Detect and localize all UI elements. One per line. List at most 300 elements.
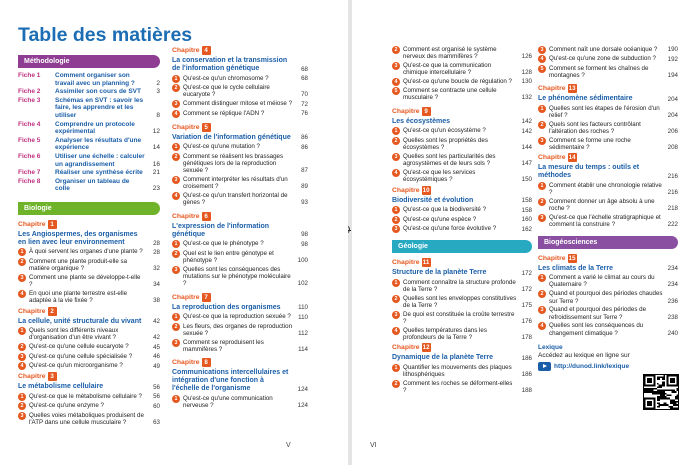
page-ref: 34 <box>153 281 160 289</box>
chapter-number-badge: 8 <box>202 358 211 367</box>
chapter-title: Dynamique de la planète Terre <box>392 354 494 362</box>
question-item-13-q1[interactable] <box>538 105 678 120</box>
fiche-item-7[interactable] <box>18 169 160 177</box>
question-item-9-q3[interactable] <box>392 153 532 168</box>
question-item-8-q3[interactable] <box>392 62 532 77</box>
fiche-label: Fiche 5 <box>18 136 41 144</box>
chapter-prefix: Chapitre <box>18 373 46 381</box>
page-ref: 206 <box>667 127 678 135</box>
chapter-1 <box>18 220 160 305</box>
chapter-8 <box>172 358 308 409</box>
page-ref: 93 <box>301 199 308 207</box>
question-text: Qu'est-ce qu'un écosystème ? <box>403 127 486 135</box>
question-item-1-q4[interactable] <box>18 290 160 305</box>
chapter-prefix: Chapitre <box>172 293 200 301</box>
fiche-item-5[interactable] <box>18 137 160 152</box>
question-text: Qu'est-ce que la biodiversité ? <box>403 206 487 214</box>
chapter-prefix: Chapitre <box>172 212 200 220</box>
page-ref: 100 <box>297 256 308 264</box>
question-item-4-q3[interactable] <box>172 100 308 108</box>
left-column-1 <box>18 24 193 427</box>
question-text: Quantifier les mouvements des plaques lithosphériques <box>403 363 512 379</box>
question-item-5-q4[interactable] <box>172 192 308 207</box>
question-item-3-q2[interactable] <box>18 402 160 410</box>
question-item-4-q4[interactable] <box>172 110 308 118</box>
question-number: 4 <box>392 169 400 177</box>
page-ref: 186 <box>521 355 532 363</box>
question-number: 2 <box>392 46 400 54</box>
chapter-title: La cellule, unité structurale du vivant <box>18 317 142 325</box>
chapter-label <box>392 107 532 116</box>
chapter-title-row[interactable] <box>18 317 160 326</box>
question-text: Quand et pourquoi des périodes de refroidissement sur Terre ? <box>549 306 647 321</box>
question-item-5-q3[interactable] <box>172 176 308 191</box>
question-number: 2 <box>538 121 546 129</box>
section-header-geology: Géologie <box>392 240 532 253</box>
question-item-10-q3[interactable] <box>392 225 532 233</box>
question-text: Qu'est-ce que le phénotype ? <box>183 240 264 248</box>
page-ref: 216 <box>667 173 678 181</box>
chapter-title-row[interactable] <box>538 94 678 103</box>
question-text: Qu'est-ce que le métabolisme cellulaire ? <box>29 392 142 400</box>
question-item-15-q2[interactable] <box>538 290 678 305</box>
chapter-label <box>538 84 678 93</box>
page-ref: 32 <box>153 265 160 273</box>
page-ref: 28 <box>153 239 160 247</box>
question-number: 2 <box>172 84 180 92</box>
chapter-label <box>538 153 678 162</box>
question-item-8-q4[interactable] <box>392 78 532 86</box>
page-ref: 128 <box>521 68 532 76</box>
chapter-title: Biodiversité et évolution <box>392 196 474 204</box>
chapter-number-badge: 10 <box>422 186 430 194</box>
question-item-12-q2[interactable] <box>392 380 532 395</box>
question-item-14-q3[interactable] <box>538 214 678 229</box>
question-text: Qu'est-ce qu'une enzyme ? <box>29 402 104 410</box>
question-item-1-q3[interactable] <box>18 274 160 289</box>
question-item-7-q3[interactable] <box>172 339 308 354</box>
chapter-title-row[interactable] <box>172 56 308 73</box>
question-number: 1 <box>18 327 26 335</box>
question-number: 2 <box>392 295 400 303</box>
page-ref: 234 <box>667 265 678 273</box>
lexique-box <box>538 344 678 371</box>
question-number: 3 <box>172 100 180 108</box>
page-ref: 28 <box>153 249 160 257</box>
question-number: 2 <box>172 323 180 331</box>
question-number: 2 <box>392 137 400 145</box>
page-ref: 175 <box>521 301 532 309</box>
chapter-title: Les Angiospermes, des organismes en lien avec leur environnement <box>18 230 138 246</box>
chapter-5 <box>172 123 308 207</box>
fiche-title: Comprendre un protocole expérimental <box>55 120 135 136</box>
page-ref: 190 <box>667 46 678 54</box>
question-number: 3 <box>18 412 26 420</box>
chapter-title-row[interactable] <box>172 133 308 142</box>
page-ref: 60 <box>153 402 160 410</box>
page-ref: 216 <box>667 189 678 197</box>
question-item-15-q1[interactable] <box>538 274 678 289</box>
chapter-7 <box>172 293 308 354</box>
question-item-2-q3[interactable] <box>18 353 160 361</box>
chapter-prefix: Chapitre <box>172 47 200 54</box>
chapter-prefix: Chapitre <box>172 359 200 367</box>
question-number: 2 <box>392 216 400 224</box>
question-text: Qu'est-ce qu'une boucle de régulation ? <box>403 77 513 85</box>
chapter-prefix: Chapitre <box>392 259 420 267</box>
chapter-4 <box>172 46 308 118</box>
question-number: 2 <box>18 343 26 351</box>
page-ref: 86 <box>301 143 308 151</box>
chapter-8-continued <box>392 44 532 102</box>
question-item-3-q3[interactable] <box>18 412 160 427</box>
page-ref: 102 <box>297 280 308 288</box>
chapter-6 <box>172 212 308 288</box>
page-ref: 124 <box>297 386 308 394</box>
question-item-10-q2[interactable] <box>392 216 532 224</box>
chapter-title: Le phénomène sédimentaire <box>538 95 633 103</box>
fiche-title: Utiliser une échelle : calculer un agrandissement <box>55 152 145 168</box>
chapter-title: Les écosystèmes <box>392 117 450 125</box>
fiche-label: Fiche 1 <box>18 72 41 79</box>
chapter-prefix: Chapitre <box>392 107 420 115</box>
page-ref: 42 <box>153 318 160 326</box>
fiche-label: Fiche 2 <box>18 88 41 96</box>
chapter-prefix: Chapitre <box>18 220 46 228</box>
page-ref: 87 <box>301 167 308 175</box>
question-item-9-q4[interactable] <box>392 169 532 184</box>
question-text: Qu'est-ce que la reproduction sexuée ? <box>183 313 291 321</box>
question-item-5-q1[interactable] <box>172 143 308 151</box>
question-item-8-q5[interactable] <box>392 87 532 102</box>
chapter-title: La reproduction des organismes <box>172 303 281 311</box>
biogeosciences-chapter-list <box>538 252 678 337</box>
question-item-12-q1[interactable] <box>392 364 532 379</box>
question-item-2-q2[interactable] <box>18 343 160 351</box>
chapter-title-row[interactable] <box>392 353 532 362</box>
page-ref: 42 <box>153 334 160 342</box>
lexique-title: Lexique <box>538 344 563 352</box>
question-number: 3 <box>18 353 26 361</box>
question-number: 2 <box>172 153 180 161</box>
chapter-number-badge: 6 <box>202 212 211 221</box>
question-item-9-q1[interactable] <box>392 127 532 135</box>
question-text: Comment se contracte une cellule musculaire ? <box>403 87 497 102</box>
chapter-title-row[interactable] <box>392 268 532 277</box>
fiche-label: Fiche 3 <box>18 96 41 104</box>
chapter-title: Variation de l'information génétique <box>172 133 291 141</box>
chapter-title: Structure de la planète Terre <box>392 269 487 277</box>
page-ref: 218 <box>667 205 678 213</box>
page-ref: 188 <box>521 387 532 395</box>
question-text: Quelles sont les particularités des agrosystèmes et de leurs sols ? <box>403 152 496 168</box>
question-text: Quelles voies métaboliques produisent de l'ATP dans une cellule musculaire ? <box>29 411 144 427</box>
question-text: Qu'est-ce qu'une cellule spécialisée ? <box>29 352 133 360</box>
page-ref: 240 <box>667 329 678 337</box>
page-ref: 124 <box>297 402 308 410</box>
geology-chapter-list-2 <box>538 82 678 229</box>
page-ref: 45 <box>153 343 160 351</box>
question-number: 1 <box>18 248 26 256</box>
question-number: 1 <box>392 279 400 287</box>
question-item-5-q2[interactable] <box>172 153 308 175</box>
chapter-number-badge: 9 <box>422 107 431 116</box>
page-ref: 204 <box>667 95 678 103</box>
page-ref: 186 <box>521 371 532 379</box>
question-number: 1 <box>18 393 26 401</box>
chapter-number-badge: 1 <box>48 220 57 229</box>
page-ref: 12 <box>152 128 160 136</box>
question-item-7-q1[interactable] <box>172 313 308 321</box>
chapter-15 <box>538 254 678 337</box>
page-ref: 3 <box>156 88 160 96</box>
question-item-12-q5[interactable] <box>538 65 678 80</box>
ecology-chapter-list <box>392 105 532 233</box>
question-item-4-q2[interactable] <box>172 84 308 99</box>
chapter-12-continued <box>538 44 678 79</box>
question-text: De quoi est constituée la croûte terrestre ? <box>403 310 515 326</box>
page-ref: 110 <box>298 304 308 312</box>
play-icon <box>538 362 551 371</box>
chapter-number-badge: 2 <box>48 307 57 316</box>
question-text: Quelles températures dans les profondeurs de la Terre ? <box>403 326 487 342</box>
page-ref: 56 <box>153 393 160 401</box>
question-number: 3 <box>172 339 180 347</box>
question-text: Comment se forme une roche sédimentaire ? <box>549 136 631 152</box>
question-item-12-q4[interactable] <box>538 55 678 63</box>
chapter-title-row[interactable] <box>392 117 532 126</box>
question-number: 1 <box>172 143 180 151</box>
lexique-link[interactable] <box>538 362 678 371</box>
question-item-1-q1[interactable] <box>18 248 160 256</box>
fiche-label: Fiche 4 <box>18 120 41 128</box>
question-number: 4 <box>392 78 400 86</box>
question-item-15-q3[interactable] <box>538 306 678 321</box>
page-number-right: VI <box>370 442 377 449</box>
question-text: Qu'est-ce qu'un transfert horizontal de gènes ? <box>183 192 288 207</box>
question-text: Quels sont les facteurs contrôlant l'altération des roches ? <box>549 120 641 135</box>
question-item-8-q2[interactable] <box>392 46 532 61</box>
question-item-14-q2[interactable] <box>538 198 678 213</box>
question-item-2-q4[interactable] <box>18 362 160 370</box>
chapter-label <box>172 293 308 302</box>
question-number: 2 <box>172 250 180 258</box>
question-number: 2 <box>18 258 26 266</box>
question-item-3-q1[interactable] <box>18 393 160 401</box>
question-number: 4 <box>392 327 400 335</box>
page-ref: 238 <box>667 313 678 321</box>
page-ref: 172 <box>521 285 532 293</box>
question-number: 1 <box>172 313 180 321</box>
qr-code[interactable] <box>643 374 679 410</box>
chapter-title-row[interactable] <box>172 368 308 393</box>
question-number: 3 <box>538 46 546 54</box>
chapter-label <box>392 258 532 267</box>
question-text: Comment se réalisent les brassages génétiques lors de la reproduction sexuée ? <box>183 152 284 175</box>
page-ref: 126 <box>521 52 532 60</box>
question-text: Quand et pourquoi des périodes chaudes sur Terre ? <box>549 290 663 305</box>
question-item-7-q2[interactable] <box>172 323 308 338</box>
right-column-2 <box>538 44 678 371</box>
page-ref: 130 <box>521 78 532 86</box>
page-ref: 98 <box>301 240 308 248</box>
question-text: Qu'est-ce qu'un chromosome ? <box>183 74 269 82</box>
question-number: 3 <box>392 225 400 233</box>
question-item-6-q2[interactable] <box>172 250 308 265</box>
question-item-4-q1[interactable] <box>172 75 308 83</box>
question-item-1-q2[interactable] <box>18 258 160 273</box>
fiche-item-3[interactable] <box>18 97 160 120</box>
chapter-number-badge: 3 <box>48 372 57 381</box>
page-ref: 236 <box>667 297 678 305</box>
question-number: 2 <box>392 380 400 388</box>
question-number: 3 <box>538 306 546 314</box>
question-text: Comment établir une chronologie relative ? <box>549 181 662 197</box>
question-number: 3 <box>538 137 546 145</box>
chapter-12 <box>392 343 532 394</box>
question-text: Comment se forment les chaînes de montagnes ? <box>549 64 649 79</box>
question-text: Quelles sont les conséquences du changement climatique ? <box>549 322 644 337</box>
chapter-number-badge: 4 <box>202 46 211 55</box>
chapter-2 <box>18 307 160 371</box>
chapter-label <box>392 343 532 352</box>
question-number: 1 <box>538 105 546 113</box>
question-text: Comment connaître la structure profonde de la Terre ? <box>403 278 516 293</box>
chapter-prefix: Chapitre <box>392 186 420 194</box>
section-header-methodology: Méthodologie <box>18 55 160 68</box>
fiche-title: Réaliser une synthèse écrite <box>55 169 143 177</box>
chapter-9 <box>392 107 532 184</box>
question-text: Qu'est-ce qu'une mutation ? <box>183 143 261 151</box>
chapter-title: Les climats de la Terre <box>538 264 613 272</box>
question-item-14-q1[interactable] <box>538 182 678 197</box>
question-item-8-q1[interactable] <box>172 395 308 410</box>
question-item-2-q1[interactable] <box>18 327 160 342</box>
fiche-label: Fiche 7 <box>18 169 41 177</box>
question-number: 3 <box>392 311 400 319</box>
question-text: Qu'est-ce qu'une zone de subduction ? <box>549 55 656 62</box>
chapter-title-row[interactable] <box>392 196 532 205</box>
page-ref: 98 <box>301 231 308 239</box>
question-item-13-q2[interactable] <box>538 121 678 136</box>
question-item-10-q1[interactable] <box>392 206 532 214</box>
question-item-11-q4[interactable] <box>392 327 532 342</box>
question-number: 2 <box>538 198 546 206</box>
chapter-title-row[interactable] <box>538 264 678 273</box>
question-text: Quelles sont les propriétés des écosystèmes ? <box>403 136 488 152</box>
question-number: 3 <box>392 62 400 70</box>
question-number: 3 <box>172 176 180 184</box>
question-item-12-q3[interactable] <box>538 46 678 54</box>
question-number: 1 <box>172 395 180 403</box>
chapter-prefix: Chapitre <box>392 344 420 352</box>
question-text: Quelles sont les étapes de l'érosion d'un relief ? <box>549 104 660 119</box>
question-number: 1 <box>392 206 400 214</box>
question-text: Qu'est-ce que les services écosystémiques ? <box>403 168 476 184</box>
fiche-item-4[interactable] <box>18 121 160 136</box>
question-item-9-q2[interactable] <box>392 137 532 152</box>
chapter-11 <box>392 258 532 341</box>
chapter-3 <box>18 372 160 426</box>
question-number: 4 <box>172 110 180 118</box>
question-text: Quelles sont les enveloppes constitutives de la Terre ? <box>403 294 517 309</box>
fiche-title: Schémas en SVT : savoir les faire, les apprendre et les utiliser <box>55 96 144 119</box>
question-item-11-q1[interactable] <box>392 279 532 294</box>
page-ref: 56 <box>153 383 160 391</box>
question-text: Qu'est-ce qu'une cellule eucaryote ? <box>29 343 129 351</box>
fiche-item-6[interactable] <box>18 153 160 168</box>
chapter-prefix: Chapitre <box>18 307 46 315</box>
page-ref: 144 <box>521 144 532 152</box>
lexique-url[interactable]: http://dunod.link/lexique <box>554 362 630 370</box>
question-text: Qu'est-ce que la communication chimique intercellulaire ? <box>403 61 492 76</box>
page-ref: 172 <box>521 269 532 277</box>
page-ref: 70 <box>301 91 308 99</box>
question-number: 4 <box>538 322 546 330</box>
chapter-title-row[interactable] <box>18 230 160 247</box>
page-title: Table des matières <box>18 24 193 46</box>
question-text: Comment donner un âge absolu à une roche ? <box>549 197 655 213</box>
question-text: Qu'est-ce qu'une communication nerveuse ? <box>183 394 273 410</box>
chapter-title-row[interactable] <box>18 382 160 391</box>
question-item-6-q1[interactable] <box>172 240 308 248</box>
question-text: Quel est le lien entre génotype et phénotype ? <box>183 249 274 264</box>
question-number: 4 <box>538 55 546 63</box>
fiche-item-1[interactable] <box>18 72 160 87</box>
page-ref: 158 <box>521 197 532 205</box>
question-text: En quoi une plante terrestre est-elle adaptée à la vie fixée ? <box>29 290 128 305</box>
fiche-label: Fiche 6 <box>18 152 41 160</box>
page-ref: 49 <box>153 362 160 370</box>
chapter-title-row[interactable] <box>172 222 308 239</box>
question-number: 3 <box>392 153 400 161</box>
page-ref: 68 <box>301 65 308 73</box>
question-text: À quoi servent les organes d'une plante ? <box>29 248 143 256</box>
question-item-15-q4[interactable] <box>538 322 678 337</box>
question-item-11-q2[interactable] <box>392 295 532 310</box>
page-ref: 160 <box>521 216 532 224</box>
chapter-label <box>18 220 160 229</box>
question-number: 3 <box>538 214 546 222</box>
chapter-title-row[interactable] <box>538 163 678 180</box>
biology-chapter-list <box>18 218 160 426</box>
question-item-6-q3[interactable] <box>172 266 308 288</box>
fiche-item-8[interactable] <box>18 178 160 193</box>
chapter-13 <box>538 84 678 151</box>
question-text: Qu'est-ce qu'une force évolutive ? <box>403 225 497 233</box>
question-item-13-q3[interactable] <box>538 137 678 152</box>
fiche-item-2[interactable] <box>18 88 160 96</box>
chapter-title-row[interactable] <box>172 303 308 312</box>
page-ref: 2 <box>156 79 160 87</box>
page-ref: 176 <box>521 318 532 326</box>
page-ref: 142 <box>521 118 532 126</box>
chapter-title: La mesure du temps : outils et méthodes <box>538 164 640 180</box>
chapter-prefix: Chapitre <box>538 154 566 162</box>
question-text: Qu'est-ce que le cycle cellulaire eucaryote ? <box>183 84 270 99</box>
page-ref: 72 <box>301 100 308 108</box>
question-number: 1 <box>538 182 546 190</box>
lexique-text: Accédez au lexique en ligne sur <box>538 352 630 360</box>
question-text: Comment se reproduisent les mammifères ? <box>183 338 264 354</box>
page-ref: 21 <box>152 169 160 177</box>
page-ref: 234 <box>667 281 678 289</box>
question-number: 2 <box>538 290 546 298</box>
chapter-label <box>392 186 532 195</box>
question-item-11-q3[interactable] <box>392 311 532 326</box>
page-ref: 8 <box>156 111 160 119</box>
chapter-title: L'expression de l'information génétique <box>172 222 270 238</box>
